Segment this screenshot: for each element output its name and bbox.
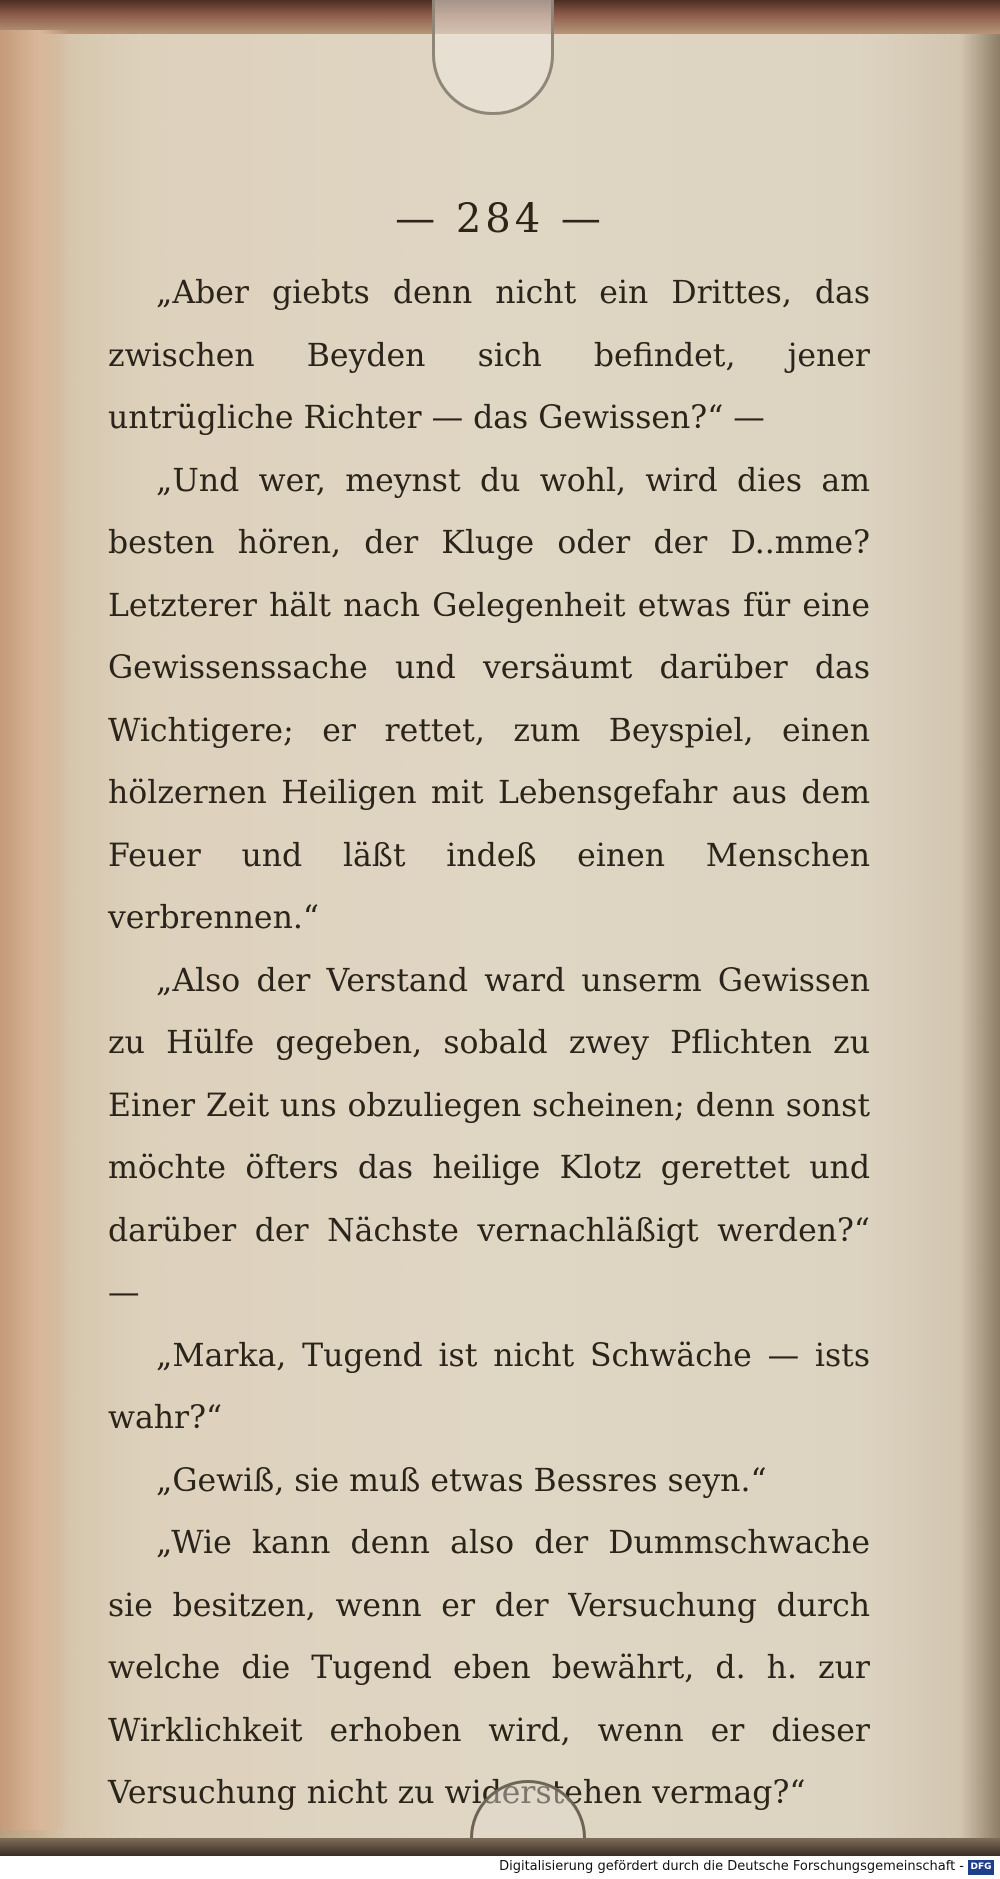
dfg-logo-badge: DFG [968,1860,994,1875]
book-bottom-edge [0,1838,1000,1856]
page-clip-top [432,0,554,115]
paragraph-3: „Also der Verstand ward unserm Gewissen zu Hülfe gegeben, sobald zwey Pflichten zu Einer Zeit uns obzuliegen scheinen; denn sonst möchte öfters das heilige Klotz gerettet und darüber der Nächste vernachläßigt werden?“ — [108,962,870,1311]
paragraph-5: „Gewiß, sie muß etwas Bessres seyn.“ [156,1462,767,1499]
footer-credit-text: Digitalisierung gefördert durch die Deutsche Forschungsgemeinschaft - [499,1859,964,1874]
paragraph-2: „Und wer, meynst du wohl, wird dies am besten hören, der Kluge oder der D..mme? Letzterer hält nach Gelegenheit etwas für eine Gewissenssache und versäumt darüber das Wichtigere; er rettet, zum Beyspiel, einen hölzernen Heiligen mit Lebensgefahr aus dem Feuer und läßt indeß einen Menschen verbrennen.“ [108,462,870,936]
page-number-header: — 284 — [395,196,605,242]
book-gutter-edge [0,30,70,1830]
page-body-text [108,262,870,1825]
paragraph-6: „Wie kann denn also der Dummschwache sie besitzen, wenn er der Versuchung durch welche die Tugend eben bewährt, d. h. zur Wirklichkeit erhoben wird, wenn er dieser Versuchung nicht zu widerstehen vermag?“ [108,1525,870,1811]
paragraph-1: „Aber giebts denn nicht ein Drittes, das zwischen Beyden sich befindet, jener untrügliche Richter — das Gewissen?“ — [108,275,870,436]
digitization-footer [0,1856,1000,1879]
paragraph-4: „Marka, Tugend ist nicht Schwäche — ists wahr?“ [108,1337,870,1436]
